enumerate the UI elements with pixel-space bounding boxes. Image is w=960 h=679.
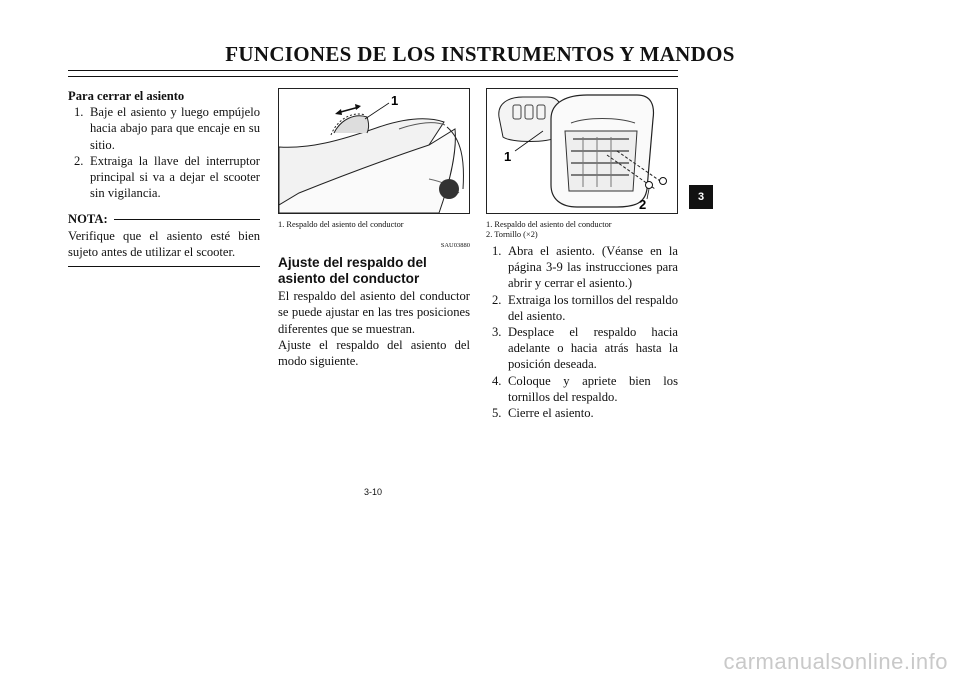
list-item: 1. Baje el asiento y luego empújelo hacia abajo para que encaje en su sitio. — [74, 105, 260, 152]
list-item: 1. Abra el asiento. (Véanse en la página 3-9 las instrucciones para abrir y cerrar el asiento.) — [492, 244, 678, 291]
list-item: 4. Coloque y apriete bien los tornillos del respaldo. — [492, 373, 678, 404]
list-item: 2. Extraiga los tornillos del respaldo del asiento. — [492, 292, 678, 323]
page-header-title: FUNCIONES DE LOS INSTRUMENTOS Y MANDOS — [225, 42, 735, 66]
column-1 — [68, 88, 260, 267]
header-rule — [68, 70, 678, 77]
note-label: NOTA: — [68, 212, 108, 227]
note-header — [68, 211, 260, 227]
section-code: SAU03880 — [440, 242, 470, 249]
figure-caption: 1. Respaldo del asiento del conductor — [278, 220, 404, 229]
list-item: 2. Extraiga la llave del interruptor principal si va a dejar el scooter sin vigilancia. — [74, 153, 260, 201]
chapter-tab: 3 — [689, 185, 713, 209]
close-seat-steps — [68, 104, 260, 201]
seat-underside-illustration — [487, 89, 677, 213]
backrest-side-illustration — [279, 89, 469, 213]
list-item: 3. Desplace el respaldo hacia adelante o hacia atrás hasta la posición deseada. — [492, 325, 678, 372]
figure-callout: 1 — [504, 149, 512, 164]
section-heading: Ajuste del respaldo del asiento del conductor — [278, 255, 427, 286]
watermark: carmanualsonline.info — [723, 649, 948, 674]
note-text: Verifique que el asiento esté bien sujeto antes de utilizar el scooter. — [68, 228, 260, 259]
page-number: 3-10 — [363, 487, 382, 497]
column-2 — [278, 88, 470, 369]
adjust-steps — [486, 243, 678, 421]
figure-callout: 2 — [639, 197, 647, 212]
figure-caption: 1. Respaldo del asiento del conductor 2. Tornillo (×2) — [486, 220, 612, 239]
note-end-rule — [68, 266, 260, 267]
paragraph: El respaldo del asiento del conductor se puede ajustar en las tres posiciones diferentes que se muestran. — [278, 289, 470, 336]
figure-backrest-screws — [486, 88, 678, 214]
list-item: 5. Cierre el asiento. — [492, 406, 594, 421]
figure-backrest-side — [278, 88, 470, 214]
column-3 — [486, 88, 678, 421]
paragraph: Ajuste el respaldo del asiento del modo siguiente. — [278, 337, 470, 369]
section-subhead: Para cerrar el asiento — [68, 89, 185, 103]
figure-callout: 1 — [391, 93, 399, 108]
